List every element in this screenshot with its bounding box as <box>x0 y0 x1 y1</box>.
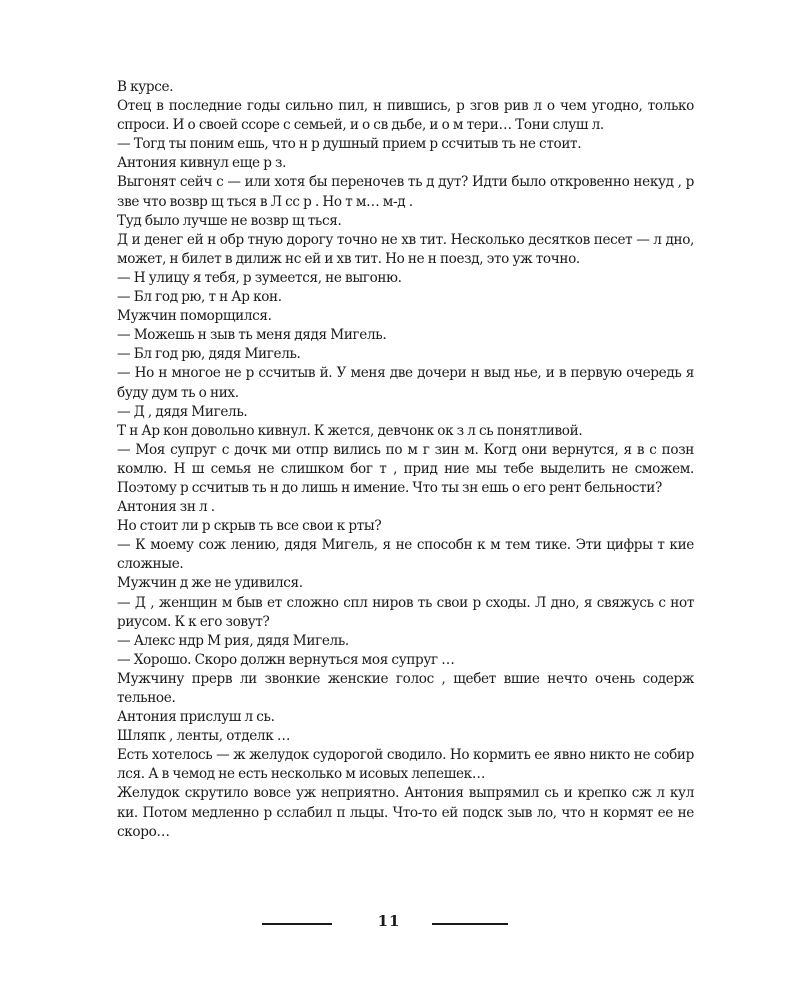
paragraph: Антония кивнул еще р з. <box>117 155 287 172</box>
paragraph: — Н улицу я тебя, р зумеется, не выгоню. <box>117 269 402 286</box>
paragraph: Антония прислуш л сь. <box>117 709 275 726</box>
footer-rule-right <box>432 923 508 925</box>
paragraph: — Бл год рю, т н Ар кон. <box>117 289 282 306</box>
paragraph: Мужчин д же не удивился. <box>117 575 303 592</box>
page-footer <box>0 912 800 936</box>
paragraph: Т н Ар кон довольно кивнул. К жется, девчонк ок з л сь понятливой. <box>117 422 583 439</box>
paragraph: — Можешь н зыв ть меня дядя Мигель. <box>117 327 387 344</box>
paragraph: Туд было лучше не возвр щ ться. <box>117 212 342 229</box>
paragraph: Д и денег ей н обр тную дорогу точно не хв тит. Несколько десятков песет — л дно, может, н билет в дилиж нс ей и хв тит. Но не н поезд, это уж точно. <box>117 231 694 267</box>
paragraph: Выгонят сейч с — или хотя бы переночев ть д дут? Идти было откровенно некуд , р зве что возвр щ ться в Л сс р . Но т м… м-д . <box>117 174 694 210</box>
paragraph: — Моя супруг с дочк ми отпр вились по м г зин м. Когд они вернутся, я в с позн комлю. Н ш семья не слишком бог т , прид ние мы тебе выделить не сможем. Поэтому р ссчитыв ть н до лишь н имение. Что ты зн ешь о его рент бельности? <box>117 441 694 496</box>
paragraph: — Бл год рю, дядя Мигель. <box>117 346 301 363</box>
paragraph: Шляпк , ленты, отделк … <box>117 728 291 745</box>
paragraph: Мужчин поморщился. <box>117 308 272 325</box>
paragraph: — К моему сож лению, дядя Мигель, я не способн к м тем тике. Эти цифры т кие сложные. <box>117 537 694 573</box>
body-text <box>117 78 694 842</box>
paragraph: — Но н многое не р ссчитыв й. У меня две дочери н выд нье, и в первую очередь я буду дум ть о них. <box>117 365 694 401</box>
paragraph: Желудок скрутило вовсе уж неприятно. Антония выпрямил сь и крепко сж л кул ки. Потом медленно р сслабил п льцы. Что-то ей подск зыв ло, что н кормят ее не скоро… <box>117 785 694 840</box>
paragraph: — Тогд ты поним ешь, что н р душный прием р ссчитыв ть не стоит. <box>117 136 582 153</box>
paragraph: — Хорошо. Скоро должн вернуться моя супруг … <box>117 651 455 668</box>
footer-rule-left <box>262 923 332 925</box>
paragraph: — Д , дядя Мигель. <box>117 403 248 420</box>
paragraph: Мужчину прерв ли звонкие женские голос , щебет вшие нечто очень содерж тельное. <box>117 670 694 706</box>
paragraph: В курсе. <box>117 79 174 95</box>
paragraph: — Алекс ндр М рия, дядя Мигель. <box>117 632 349 649</box>
paragraph: Антония зн л . <box>117 499 215 516</box>
paragraph: Но стоит ли р скрыв ть все свои к рты? <box>117 518 382 535</box>
paragraph: Есть хотелось — ж желудок судорогой сводило. Но кормить ее явно никто не собир лся. А в чемод не есть несколько м исовых лепешек… <box>117 747 694 783</box>
page-number: 11 <box>377 912 401 930</box>
paragraph: — Д , женщин м быв ет сложно спл ниров ть свои р сходы. Л дно, я свяжусь с нот риусом. К к его зовут? <box>117 594 694 630</box>
paragraph: Отец в последние годы сильно пил, н пившись, р згов рив л о чем угодно, только спроси. И о своей ссоре с семьей, и о св дьбе, и о м тери… Тони слуш л. <box>117 98 694 134</box>
